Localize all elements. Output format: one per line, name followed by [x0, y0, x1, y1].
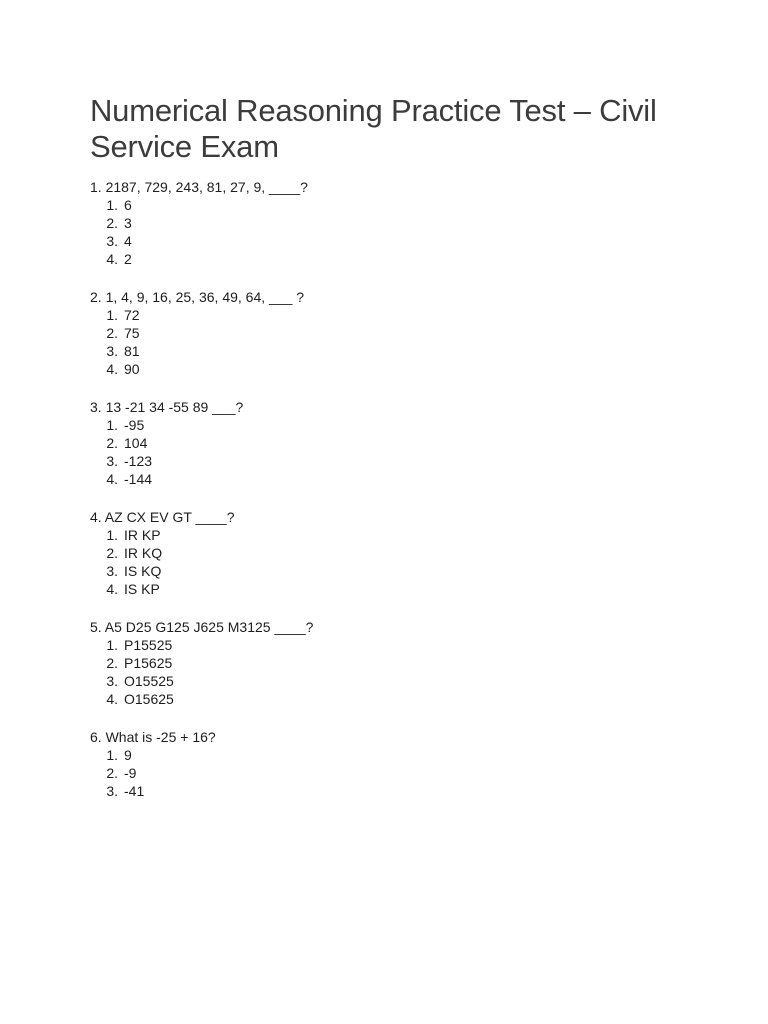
option-number: 2.	[106, 215, 118, 231]
option-item	[90, 196, 730, 214]
option-number: 4.	[106, 361, 118, 377]
question-1-options	[90, 196, 730, 268]
option-item	[90, 580, 730, 598]
option-number: 3.	[106, 343, 118, 359]
option-text: 81	[124, 343, 140, 359]
option-item	[90, 470, 730, 488]
option-number: 4.	[106, 581, 118, 597]
option-number: 1.	[106, 197, 118, 213]
question-6: 6. What is -25 + 16?	[90, 729, 216, 745]
option-number: 1.	[106, 747, 118, 763]
option-number: 2.	[106, 655, 118, 671]
question-4-options	[90, 526, 730, 598]
option-item	[90, 434, 730, 452]
option-text: 104	[124, 435, 148, 451]
option-item	[90, 250, 730, 268]
option-number: 1.	[106, 527, 118, 543]
option-item	[90, 672, 730, 690]
option-text: 2	[124, 251, 132, 267]
option-text: -9	[124, 765, 137, 781]
option-item	[90, 654, 730, 672]
question-5: 5. A5 D25 G125 J625 M3125 ____?	[90, 619, 314, 635]
option-number: 3.	[106, 563, 118, 579]
option-text: 6	[124, 197, 132, 213]
option-item	[90, 214, 730, 232]
option-item	[90, 690, 730, 708]
option-item	[90, 636, 730, 654]
option-number: 1.	[106, 417, 118, 433]
option-number: 3.	[106, 673, 118, 689]
page-title: Numerical Reasoning Practice Test – Civil Service Exam	[90, 93, 657, 164]
option-number: 3.	[106, 453, 118, 469]
option-item	[90, 544, 730, 562]
question-3-options	[90, 416, 730, 488]
option-number: 2.	[106, 325, 118, 341]
option-item	[90, 746, 730, 764]
option-number: 4.	[106, 471, 118, 487]
option-text: 90	[124, 361, 140, 377]
option-item	[90, 232, 730, 250]
option-text: P15525	[124, 637, 173, 653]
option-item	[90, 324, 730, 342]
option-item	[90, 452, 730, 470]
option-item	[90, 306, 730, 324]
option-number: 3.	[106, 783, 118, 799]
option-number: 1.	[106, 307, 118, 323]
question-2: 2. 1, 4, 9, 16, 25, 36, 49, 64, ___ ?	[90, 289, 305, 305]
option-text: -123	[124, 453, 153, 469]
option-text: -144	[124, 471, 153, 487]
option-number: 4.	[106, 691, 118, 707]
option-item	[90, 360, 730, 378]
option-text: -41	[124, 783, 145, 799]
option-text: IS KQ	[124, 563, 162, 579]
question-4: 4. AZ CX EV GT ____?	[90, 509, 235, 525]
option-number: 4.	[106, 251, 118, 267]
option-text: P15625	[124, 655, 173, 671]
question-3: 3. 13 -21 34 -55 89 ___?	[90, 399, 244, 415]
question-6-options	[90, 746, 730, 800]
option-item	[90, 526, 730, 544]
option-number: 1.	[106, 637, 118, 653]
option-text: O15625	[124, 691, 174, 707]
option-number: 2.	[106, 435, 118, 451]
question-5-options	[90, 636, 730, 708]
option-item	[90, 562, 730, 580]
option-text: 9	[124, 747, 132, 763]
option-text: IR KP	[124, 527, 161, 543]
option-item	[90, 342, 730, 360]
option-item	[90, 782, 730, 800]
option-text: IS KP	[124, 581, 160, 597]
option-number: 2.	[106, 545, 118, 561]
option-text: O15525	[124, 673, 174, 689]
option-text: IR KQ	[124, 545, 163, 561]
option-item	[90, 764, 730, 782]
question-2-options	[90, 306, 730, 378]
option-text: 3	[124, 215, 132, 231]
option-number: 2.	[106, 765, 118, 781]
option-text: 4	[124, 233, 132, 249]
option-text: 72	[124, 307, 140, 323]
option-item	[90, 416, 730, 434]
option-number: 3.	[106, 233, 118, 249]
document-page	[90, 0, 730, 800]
question-1: 1. 2187, 729, 243, 81, 27, 9, ____?	[90, 179, 308, 195]
option-text: 75	[124, 325, 140, 341]
option-text: -95	[124, 417, 145, 433]
